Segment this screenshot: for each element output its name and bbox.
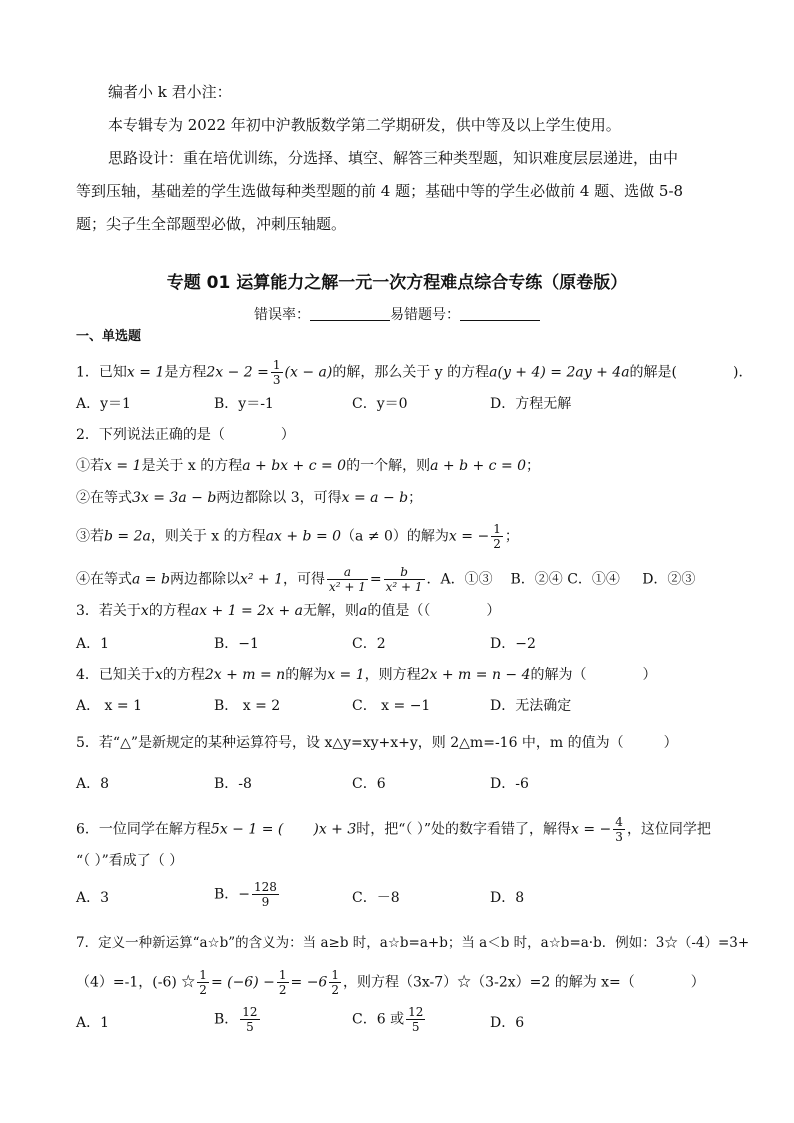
q5-option-b[interactable]: B．-8 xyxy=(214,776,252,792)
question-7-line-2: （4）=-1，(-6) ☆ $\frac{1}{2}$ = (−6) − $\frac{1}{2}$ = −6 $\frac{1}{2}$ ，则方程（3x-7）☆（3-2x）=2 的解为 x=（ ） xyxy=(76,968,705,997)
document-title: 专题 01 运算能力之解一元一次方程难点综合专练（原卷版） xyxy=(166,273,628,293)
q2-option-a[interactable]: ．A．①③ xyxy=(426,571,493,588)
intro-line-2: 本专辑专为 2022 年初中沪教版数学第二学期研发，供中等及以上学生使用。 xyxy=(108,116,621,134)
q3-option-c[interactable]: C．2 xyxy=(352,636,386,652)
q5-option-a[interactable]: A．8 xyxy=(76,776,110,792)
q1-text-c: 的解，那么关于 y 的方程 xyxy=(332,364,490,381)
question-3: 3．若关于x的方程ax + 1 = 2x + a无解，则a的值是（（ ） xyxy=(76,603,501,619)
question-2 xyxy=(76,425,295,445)
q2-stem: 2．下列说法正确的是（ xyxy=(76,427,225,443)
q3-option-a[interactable]: A．1 xyxy=(76,636,110,652)
intro-line-3: 思路设计：重在培优训练，分选择、填空、解答三种类型题，知识难度层层递进，由中 xyxy=(108,149,679,167)
q1-option-d[interactable]: D．方程无解 xyxy=(490,396,572,412)
intro-line-5: 题；尖子生全部题型必做，冲刺压轴题。 xyxy=(76,215,347,233)
q2-statement-1: ①若x = 1是关于 x 的方程a + bx + c = 0的一个解，则a + b + c = 0； xyxy=(76,458,541,474)
q1-eq2a: 2x − 2 = xyxy=(206,364,269,381)
q2-statement-3: ③若b = 2a，则关于 x 的方程ax + b = 0（a ≠ 0）的解为x = − $\frac{1}{2}$ ； xyxy=(76,522,519,551)
q4-option-b[interactable]: B． x = 2 xyxy=(214,698,281,714)
easy-wrong-blank[interactable] xyxy=(460,306,540,321)
question-6: 6．一位同学在解方程5x − 1 = ( )x + 3时，把“（ ）”处的数字看错了，解得x = − $\frac{4}{3}$ ，这位同学把 xyxy=(76,815,711,844)
q1-eq1: x = 1 xyxy=(126,364,165,381)
q1-option-a[interactable]: A．y＝1 xyxy=(76,396,131,412)
q2-statement-4: ④在等式a = b两边都除以x² + 1，可得 $\frac{a}{\text{x² + 1}}$ = $\frac{b}{\text{x² + 1}}$ ．A．①③ B．②④ C．①④ D．②③ xyxy=(76,565,696,594)
q6-option-a[interactable]: A．3 xyxy=(76,890,110,906)
q6-option-c[interactable]: C．－8 xyxy=(352,890,400,906)
intro-line-1: 编者小 k 君小注： xyxy=(108,83,232,101)
error-rate-line xyxy=(0,304,794,324)
q1-option-c[interactable]: C．y＝0 xyxy=(352,396,408,412)
q7-option-b[interactable]: B． $\frac{12}{5}$ xyxy=(214,1005,258,1034)
error-rate-blank[interactable] xyxy=(310,306,390,321)
q2-statement-2: ②在等式3x = 3a − b两边都除以 3，可得x = a − b； xyxy=(76,490,423,506)
q7-option-d[interactable]: D．6 xyxy=(490,1015,525,1031)
q5-option-c[interactable]: C．6 xyxy=(352,776,386,792)
q1-text-d: 的解是( xyxy=(629,364,678,381)
section-heading: 一、单选题 xyxy=(76,329,142,344)
q4-option-c[interactable]: C． x = −1 xyxy=(352,698,431,714)
easy-wrong-label: 易错题号： xyxy=(390,307,460,323)
q1-text-a: 1．已知 xyxy=(76,364,127,381)
q1-eq3: a(y + 4) = 2ay + 4a xyxy=(489,364,630,381)
q7-option-c[interactable]: C．6 或 $\frac{12}{5}$ xyxy=(352,1005,424,1034)
q1-text-e: )． xyxy=(733,364,753,381)
q2-option-bc[interactable]: B．②④ C．①④ xyxy=(510,571,620,588)
q2-stem-end: ） xyxy=(280,427,295,443)
question-7-line-1: 7．定义一种新运算“a☆b”的含义为：当 a≥b 时，a☆b=a+b；当 a＜b 时，a☆b=a·b．例如：3☆（-4）=3+ xyxy=(76,935,750,951)
q3-option-b[interactable]: B．−1 xyxy=(214,636,259,652)
q6-option-b[interactable]: B．− $\frac{128}{9}$ xyxy=(214,880,277,909)
q1-fraction: $\frac{1}{3}$ xyxy=(272,358,281,387)
q6-option-d[interactable]: D．8 xyxy=(490,890,525,906)
q5-option-d[interactable]: D．-6 xyxy=(490,776,529,792)
q1-eq2b: (x − a) xyxy=(284,364,333,381)
question-6-line-2: “（ ）”看成了（ ） xyxy=(76,853,184,869)
q4-option-a[interactable]: A． x = 1 xyxy=(76,698,142,714)
intro-line-4: 等到压轴，基础差的学生选做每种类型题的前 4 题；基础中等的学生必做前 4 题、选做 5-8 xyxy=(76,182,684,200)
q1-option-b[interactable]: B．y＝-1 xyxy=(214,396,274,412)
q2-option-d[interactable]: D．②③ xyxy=(642,571,696,588)
question-4: 4．已知关于x的方程2x + m = n的解为x = 1，则方程2x + m = n − 4的解为（ ） xyxy=(76,667,657,683)
question-1 xyxy=(76,358,752,387)
q1-text-b: 是方程 xyxy=(164,364,207,381)
q3-option-d[interactable]: D．−2 xyxy=(490,636,536,652)
q4-option-d[interactable]: D．无法确定 xyxy=(490,698,572,714)
question-5: 5．若“△”是新规定的某种运算符号，设 x△y=xy+x+y，则 2△m=-16 中，m 的值为（ ） xyxy=(76,735,678,751)
error-rate-label: 错误率： xyxy=(254,307,310,323)
q7-option-a[interactable]: A．1 xyxy=(76,1015,110,1031)
